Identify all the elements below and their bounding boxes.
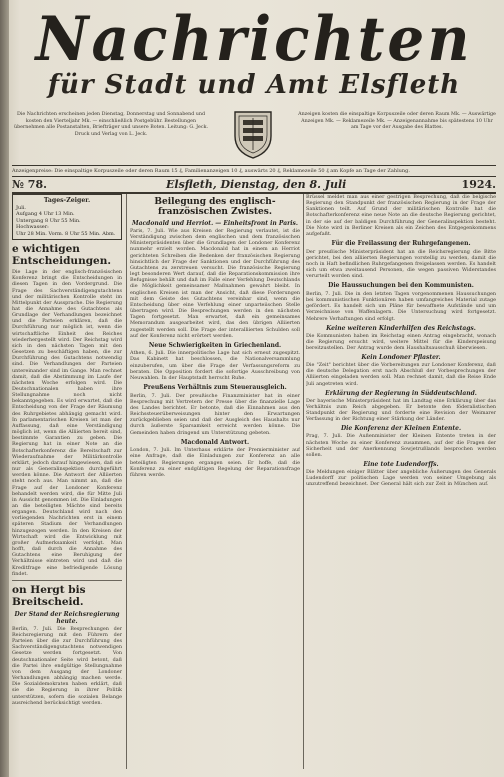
subscription-info: Die Nachrichten erscheinen jeden Dienstag, Donnerstag und Sonnabend und kosten den Vierteljahr Mk. — einschließlich Postgebühr. Bestellungen übernehmen alle Postanstalten, Briefträger und unsere Boten. Leitung: G. Jeck. Druck und Verlag von L. Jeck. [13, 112, 209, 137]
article-subheadline: Macdonald Antwort. [180, 438, 250, 446]
article-body: Paris, 7. Juli. Wie aus Kreisen der Regierung verlautet, ist die Verständigung zwischen dem englischen und dem französischen Ministerpräsidenten über die Grundlagen der Londoner Konferenz nunmehr erzielt worden. Macdonald hat in einem an Herriot gerichteten Schreiben die Bedenken der französischen Regierung hinsichtlich der Frage der Sanktionen und der Durchführung des Gutachtens zu zerstreuen versucht. Die französische Regierung legt besonderen Wert darauf, daß die Reparationskommission ihre Befugnisse behält und daß im Falle einer Verfehlung Deutschlands die Möglichkeit gemeinsamer Maßnahmen gewahrt bleibt. In englischen Kreisen ist man der Ansicht, daß diese Forderungen mit dem Geiste des Gutachtens vereinbar sind, wenn die Entscheidung über eine Verfehlung einer unparteiischen Stelle übertragen wird. Die Besprechungen werden in den nächsten Tagen fortgesetzt. Man erwartet, daß ein gemeinsames Memorandum ausgearbeitet wird, das den übrigen Alliierten zugestellt werden soll. Die Frage der interalliierten Schulden soll auf der Konferenz nicht erörtert werden. [130, 228, 300, 339]
article-headline: Beilegung des englisch-französischen Zwistes. [154, 197, 276, 217]
rule-prices [12, 176, 496, 177]
issue-year: 1924. [461, 178, 496, 191]
dateline [12, 178, 496, 192]
daily-indicator-line: Hochwasser: [16, 224, 49, 231]
article-body: Berlin, 7. Juli. Die Besprechungen der Reichsregierung mit den Führern der Parteien über die zur Durchführung des Sachverständigengutachtens notwendigen Gesetze werden fortgesetzt. Von deutschnationaler Seite wird betont, daß die Partei ihre endgültige Stellungnahme von dem Ausgang der Londoner Verhandlungen abhängig machen werde. Die Sozialdemokraten haben erklärt, daß sie die Regierung in ihrer Politik unterstützen, sofern die sozialen Belange ausreichend berücksichtigt werden. [12, 625, 122, 706]
article-subhead: Keine weiteren Kinderhilfen des Reichstags. [326, 324, 476, 332]
article-body: Der bayerische Ministerpräsident hat im Landtag eine Erklärung über das Verhältnis zum Reich abgegeben. Er betonte den föderalistischen Standpunkt der Regierung und forderte eine Revision der Weimarer Verfassung in der Richtung einer Stärkung der Länder. [306, 397, 496, 423]
column-1 [12, 194, 122, 769]
article-body: Die "Zeit" berichtet über die Vorbereitungen zur Londoner Konferenz, daß die deutsche Delegation erst nach Abschluß der Vorbesprechungen der Alliierten eingeladen werden soll. Man rechnet damit, daß die Reise Ende Juli angetreten wird. [306, 362, 496, 387]
column-3 [306, 194, 496, 769]
article-subheadline: Preußens Verhältnis zum Steuerausgleich. [143, 384, 287, 392]
issue-number: № 78. [12, 178, 47, 191]
article-headline: on Hergt bis Breitscheid. [12, 583, 86, 608]
column-2 [130, 194, 300, 769]
article-subhead: Kein Londoner Pflaster. [361, 354, 441, 362]
article-body: London, 7. Juli. Im Unterhaus erklärte der Premierminister auf eine Anfrage, daß die Einladungen zur Konferenz an alle beteiligten Regierungen ergangen seien. Er hoffe, daß die Konferenz zu einer endgültigen Regelung der Reparationsfrage führen werde. [130, 447, 300, 478]
article-body: Athen, 6. Juli. Die innerpolitische Lage hat sich erneut zugespitzt. Das Kabinett hat beschlossen, die Nationalversammlung einzuberufen, um über die Frage der Verfassungsreform zu beraten. Die Opposition fordert die sofortige Ausschreibung von Neuwahlen. In der Hauptstadt herrscht Ruhe. [130, 350, 300, 381]
article-body: Der preußische Ministerpräsident hat an die Reichsregierung die Bitte gerichtet, bei den alliierten Regierungen vorstellig zu werden, damit die noch in Haft befindlichen Ruhrgefangenen freigelassen werden. Es handelt sich um etwa zweitausend Personen, die wegen passiven Widerstandes verurteilt worden sind. [306, 248, 496, 280]
publication-info-row [12, 112, 496, 164]
article-body: Die Lage in der englisch-französischen Konferenz bringt die Entscheidungen in diesen Tagen in den Vordergrund. Die Frage des Sachverständigengutachtens und der militärischen Kontrolle steht im Mittelpunkt der Aussprache. Die Regierung hat die Annahme des Gutachtens als Grundlage der Verhandlungen bezeichnet und die Parteien erklären, daß die Durchführung nur möglich ist, wenn die wirtschaftliche Einheit des Reiches wiederhergestellt wird. Der Reichstag wird sich in den nächsten Tagen mit den Gesetzen zu beschäftigen haben, die zur Durchführung des Gutachtens notwendig sind. Die Verhandlungen der Parteien untereinander sind im Gange. Man rechnet damit, daß die Abstimmung im Laufe der nächsten Woche erfolgen wird. Die Deutschnationalen haben ihre Stellungnahme noch nicht bekanntgegeben. Es wird erwartet, daß die Entscheidung von der Frage der Räumung des Ruhrgebietes abhängig gemacht wird. In parlamentarischen Kreisen ist man der Auffassung, daß eine Verständigung möglich ist, wenn die Alliierten bereit sind, bestimmte Garantien zu geben. Die Regierung hat in einer Note an die Botschafterkonferenz die Bereitschaft zur Wiederaufnahme der Militärkontrolle erklärt, jedoch darauf hingewiesen, daß sie nur als Generalinspektion durchgeführt werden könne. Die Antwort der Alliierten steht noch aus. Man nimmt an, daß die Frage auf der Londoner Konferenz behandelt werden wird, die für Mitte Juli in Aussicht genommen ist. Die Einladungen an die beteiligten Mächte sind bereits ergangen. Deutschland wird nach den vorliegenden Nachrichten erst in einem späteren Stadium der Verhandlungen hinzugezogen werden. In den Kreisen der Wirtschaft wird die Entwicklung mit großer Aufmerksamkeit verfolgt. Man hofft, daß durch die Annahme des Gutachtens eine Beruhigung der Verhältnisse eintreten wird und daß die Kreditfrage eine befriedigende Lösung findet. [12, 269, 122, 577]
coat-of-arms-icon [231, 108, 275, 160]
article-body: Die Kommunisten haben im Reichstag einen Antrag eingebracht, wonach die Regierung ersucht wird, weitere Mittel für die Kinderspeisung bereitzustellen. Der Antrag wurde dem Haushaltsausschuß überwiesen. [306, 332, 496, 351]
article-subhead: Macdonald und Herriot. — Einheitsfront in Paris. [132, 220, 298, 227]
article-headline: Für die Freilassung der Ruhrgefangenen. [331, 240, 471, 248]
article-body: Berlin, 7. Juli. Die in den letzten Tagen vorgenommenen Haussuchungen bei kommunistischen Funktionären haben umfangreiches Material zutage gefördert. Es handelt sich um Pläne für bewaffnete Aufstände und um Verzeichnisse von Waffenlagern. Die Untersuchung wird fortgesetzt. Mehrere Verhaftungen sind erfolgt. [306, 290, 496, 322]
article-subhead: Eine tote Ludendorffs. [363, 461, 439, 468]
advertising-prices: Anzeigenpreise: Die einspaltige Korpuszeile oder deren Raum 15 ₰, Familienanzeigen 10 ₰, auswärts 20 ₰, Reklamezeile 50 ₰ am Kopfe an Tage der Zahlung. [12, 168, 410, 174]
masthead-subtitle: für Stadt und Amt Elsfleth [47, 70, 461, 100]
article-headline: Die Haussuchungen bei den Kommunisten. [328, 282, 474, 290]
article-subheadline: Neue Schwierigkeiten in Griechenland. [148, 341, 282, 349]
daily-indicator-line: Aufgang 4 Uhr 13 Min. [16, 211, 75, 218]
daily-indicator-line: Untergang 8 Uhr 55 Min. [16, 217, 81, 224]
masthead-title: Nachrichten [35, 3, 473, 75]
article-body: Prag, 7. Juli. Die Außenminister der Kleinen Entente treten in der nächsten Woche zu einer Konferenz zusammen, auf der die Fragen der Sicherheit und der Anerkennung Sowjetrußlands besprochen werden sollen. [306, 433, 496, 458]
column-separator-1 [126, 194, 127, 769]
masthead [10, 3, 498, 108]
article-divider [12, 580, 122, 581]
daily-indicator-box [12, 194, 122, 240]
daily-indicator-line: Uhr 28 Min. Vorm. 8 Uhr 55 Min. Abm. [16, 230, 116, 237]
rule-top [12, 165, 496, 166]
article-body: Brüssel meldet man aus einer gestrigen Besprechung, daß die belgische Regierung den Standpunkt der französischen Regierung in der Frage der Sanktionen teilt. Auf Grund der militärischen Kontrolle hat die Botschafterkonferenz eine neue Note an die deutsche Regierung gerichtet, in der sie auf der baldigen Durchführung der Generalinspektion besteht. Die Note wird in Berliner Kreisen als ein Zeichen des Entgegenkommens aufgefaßt. [306, 194, 496, 237]
daily-indicator-line: Juli. [16, 205, 27, 211]
article-subhead: Erklärung der Regierung in Süddeutschland. [325, 389, 477, 397]
issue-place-date: Elsfleth, Dienstag, den 8. Juli [166, 178, 347, 191]
article-subhead: Der Stand der Reichsregierung heute. [14, 610, 120, 625]
page-binding-edge [0, 0, 9, 777]
column-separator-2 [303, 194, 304, 769]
article-body: Die Meldungen einiger Blätter über angebliche Äußerungen des Generals Ludendorff zur politischen Lage werden von seiner Umgebung als unzutreffend bezeichnet. Der General hält sich zur Zeit in München auf. [306, 469, 496, 488]
article-subhead: Die Konferenz der Kleinen Entente. [340, 425, 462, 433]
advertising-info: Anzeigen kosten die einspaltige Korpuszeile oder deren Raum Mk. — Auswärtige Anzeigen Mk. — Reklamezeile Mk. — Anzeigenannahme bis spätestens 10 Uhr am Tage vor der Ausgabe des Blattes. [298, 112, 496, 131]
daily-indicator-title: Tages-Zeiger. [43, 197, 91, 204]
article-body: Berlin, 7. Juli. Der preußische Finanzminister hat in einer Besprechung mit Vertretern der Presse über die finanzielle Lage des Landes berichtet. Er betonte, daß die Einnahmen aus den Reichssteuerüberweisungen hinter den Erwartungen zurückgeblieben seien und daß der Ausgleich des Haushalts nur durch äußerste Sparsamkeit erreicht werden könne. Die Gemeinden haben dringend um Unterstützung gebeten. [130, 392, 300, 436]
article-headline: e wichtigen Entscheidungen. [12, 243, 112, 268]
